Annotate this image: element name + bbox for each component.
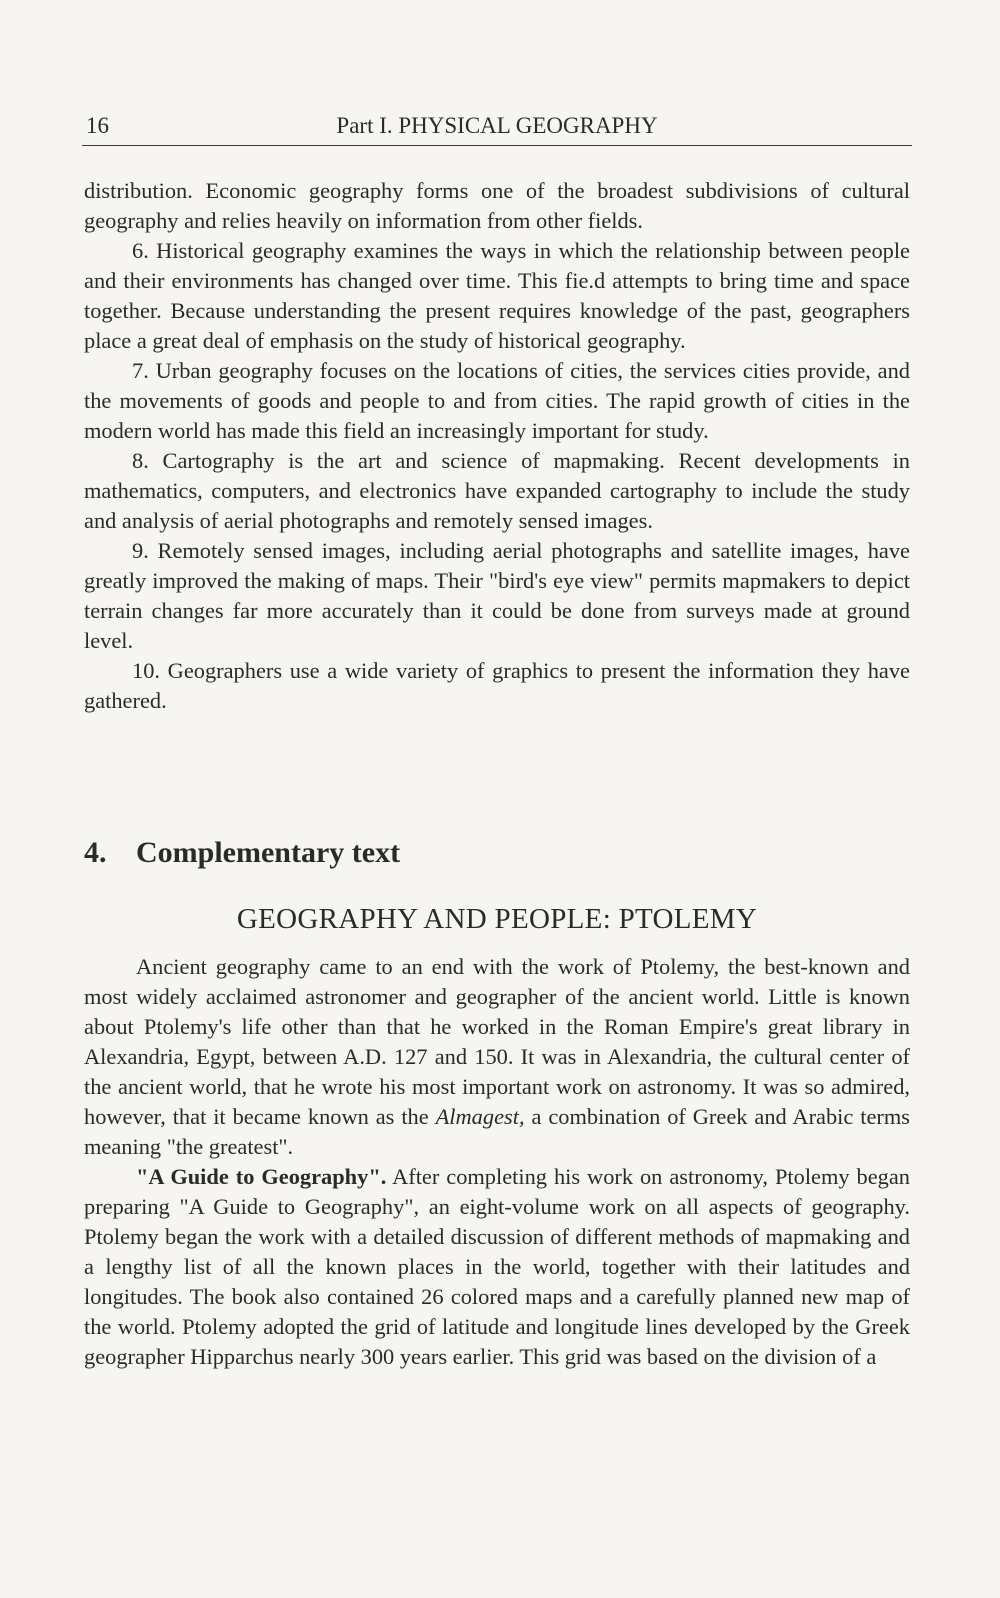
section-title: Complementary text (136, 836, 401, 869)
list-item: 10. Geographers use a wide variety of graphics to present the information they have gathered. (84, 658, 910, 713)
page-number: 16 (86, 113, 109, 138)
paragraph-text: After completing his work on astronomy, Ptolemy began preparing "A Guide to Geography", an eight-volume work on all aspects of geography. Ptolemy began the work with a detailed discussion of different methods of mapmaking and a lengthy list of all the known places in the world, together with their latitudes and longitudes. The book also contained 26 colored maps and a carefully planned new map of the world. Ptolemy adopted the grid of latitude and longitude lines developed by the Greek geographer Hipparchus nearly 300 years earlier. This grid was based on the division of a (84, 1164, 910, 1369)
running-title: Part I. PHYSICAL GEOGRAPHY (336, 113, 658, 138)
article-paragraph (84, 1162, 910, 1372)
paragraph-lead-heading: "A Guide to Geography". (136, 1164, 387, 1189)
section-number: 4. (84, 836, 107, 869)
continued-paragraph: distribution. Economic geography forms one of the broadest subdivisions of cultural geography and relies heavily on information from other fields. (84, 178, 910, 233)
list-item: 6. Historical geography examines the ways in which the relationship between people and their environments has changed over time. This fie.d attempts to bring time and space together. Because understanding the present requires knowledge of the past, geographers place a great deal of emphasis on the study of historical geography. (84, 238, 910, 353)
paragraph-text: a combination of Greek and Arabic terms meaning "the greatest". (84, 1104, 910, 1159)
body-text (84, 176, 910, 716)
article-text (84, 952, 910, 1372)
list-item: 9. Remotely sensed images, including aerial photographs and satellite images, have greatly improved the making of maps. Their "bird's eye view" permits mapmakers to depict terrain changes far more accurately than it could be done from surveys made at ground level. (84, 538, 910, 653)
list-item: 8. Cartography is the art and science of mapmaking. Recent developments in mathematics, computers, and electronics have expanded cartography to include the study and analysis of aerial photographs and remotely sensed images. (84, 448, 910, 533)
section-heading (84, 835, 910, 871)
article-paragraph (84, 952, 910, 1162)
list-item: 7. Urban geography focuses on the locations of cities, the services cities provide, and the movements of goods and people to and from cities. The rapid growth of cities in the modern world has made this field an increasingly important for study. (84, 358, 910, 443)
italic-term: Almagest, (435, 1104, 525, 1129)
running-header (82, 111, 912, 146)
article-title: GEOGRAPHY AND PEOPLE: PTOLEMY (236, 903, 758, 935)
paragraph-text: Ancient geography came to an end with the work of Ptolemy, the best-known and most widely acclaimed astronomer and geographer of the ancient world. Little is known about Ptolemy's life other than that he worked in the Roman Empire's great library in Alexandria, Egypt, between A.D. 127 and 150. It was in Alexandria, the cultural center of the ancient world, that he wrote his most important work on astronomy. It was so admired, however, that it became known as the (84, 954, 910, 1129)
